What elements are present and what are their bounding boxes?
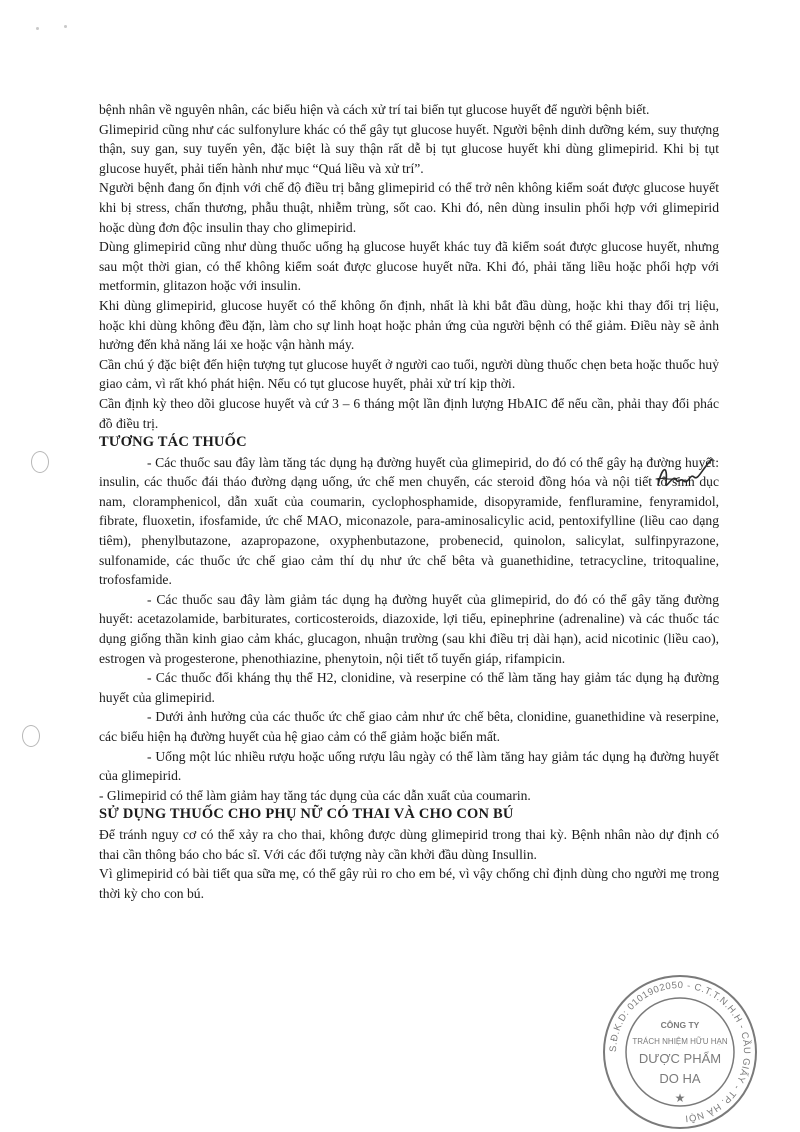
handwritten-signature <box>650 455 720 500</box>
paragraph: Cần chú ý đặc biệt đến hiện tượng tụt glucose huyết ở người cao tuổi, người dùng thuốc chẹn beta hoặc thuốc huỷ giao cảm, vì rất khó phát hiện. Nếu có tụt glucose huyết, phải xử trí kịp thời. <box>99 356 719 392</box>
paragraph: bệnh nhân về nguyên nhân, các biểu hiện và cách xử trí tai biến tụt glucose huyết để người bệnh biết. <box>99 102 650 117</box>
paragraph: Khi dùng glimepirid, glucose huyết có thể không ổn định, nhất là khi bắt đầu dùng, hoặc khi thay đổi trị liệu, hoặc khi dùng không đều đặn, làm cho sự linh hoạt hoặc phản ứng của người bệnh có thể giảm. Điều này sẽ ảnh hưởng đến khả năng lái xe hoặc vận hành máy. <box>99 297 719 353</box>
scan-speck <box>64 25 67 28</box>
stamp-star-icon: ★ <box>674 1091 686 1105</box>
paragraph: Vì glimepirid có bài tiết qua sữa mẹ, có thể gây rủi ro cho em bé, vì vậy chống chỉ định dùng cho người mẹ trong thời kỳ cho con bú. <box>99 866 719 901</box>
paragraph: Cần định kỳ theo dõi glucose huyết và cứ 3 – 6 tháng một lần định lượng HbAIC để nếu cần, phải thay đổi phác đồ điều trị. <box>99 395 719 431</box>
interaction-item: - Các thuốc đối kháng thụ thể H2, clonidine, và reserpine có thể làm tăng hay giảm tác dụng hạ đường huyết của glimepirid. <box>99 670 719 705</box>
punch-hole <box>22 725 40 747</box>
interaction-item: - Các thuốc sau đây làm giảm tác dụng hạ đường huyết của glimepirid, do đó có thể gây tăng đường huyết: acetazolamide, barbiturates, corticosteroids, diazoxide, lợi tiểu, epinephrine (adrenaline) và các thuốc tác dụng giống thần kinh giao cảm khác, glucagon, nhuận trường (sau khi điều trị dài hạn), acid nicotinic (liều cao), estrogen và progesterone, phenothiazine, phenytoin, nội tiết tố tuyến giáp, rifampicin. <box>99 591 719 666</box>
stamp-line: DO HA <box>659 1071 701 1086</box>
paragraph: Dùng glimepirid cũng như dùng thuốc uống hạ glucose huyết khác tuy đã kiểm soát được glucose huyết, nhưng sau một thời gian, có thể không kiểm soát được glucose huyết nữa. Khi đó, phải tăng liều hoặc phối hợp với metformin, glitazon hoặc với insulin. <box>99 239 719 294</box>
stamp-line: DƯỢC PHẨM <box>638 1051 722 1066</box>
stamp-line: CÔNG TY <box>660 1020 700 1030</box>
punch-hole <box>31 451 49 473</box>
company-stamp <box>600 972 760 1132</box>
paragraph: Người bệnh đang ổn định với chế độ điều trị bằng glimepirid có thể trở nên không kiểm soát được glucose huyết khi bị stress, chấn thương, phẫu thuật, nhiễm trùng, sốt cao. Khi đó, nên dùng insulin phối hợp với glimepirid hoặc dùng đơn độc insulin thay cho glimepirid. <box>99 180 719 235</box>
stamp-line: TRÁCH NHIỆM HỮU HẠN <box>632 1037 728 1046</box>
scan-speck <box>36 27 39 30</box>
section-heading-interactions: TƯƠNG TÁC THUỐC <box>99 434 247 451</box>
section-heading-pregnancy: SỬ DỤNG THUỐC CHO PHỤ NỮ CÓ THAI VÀ CHO CON BÚ <box>99 806 514 823</box>
interaction-item: - Uống một lúc nhiều rượu hoặc uống rượu lâu ngày có thể làm tăng hay giảm tác dụng hạ đường huyết của glimepirid. <box>99 748 719 784</box>
interaction-item: - Dưới ảnh hưởng của các thuốc ức chế giao cảm như ức chế bêta, clonidine, guanethidine và reserpine, các biểu hiện hạ đường huyết của hệ giao cảm có thể giảm hoặc biến mất. <box>99 709 719 744</box>
paragraph: Để tránh nguy cơ có thể xảy ra cho thai, không được dùng glimepirid trong thai kỳ. Bệnh nhân nào dự định có thai cần thông báo cho bác sĩ. Với các đối tượng này cần khởi đầu dùng Insullin. <box>99 826 719 862</box>
stamp-ring-text: S.Đ.K.D: 0101902050 - C.T.T.N.H.H - CẦU GIẤY - TP. HÀ NỘI <box>607 979 753 1124</box>
interaction-item: - Glimepirid có thể làm giảm hay tăng tác dụng của các dẫn xuất của coumarin. <box>99 787 531 803</box>
interaction-item: - Các thuốc sau đây làm tăng tác dụng hạ đường huyết của glimepirid, do đó có thể gây hạ đường huyết: insulin, các thuốc đái tháo đường dạng uống, ức chế men chuyển, các steroid đồng hóa và nội tiết tố sinh dục nam, cloramphenicol, dẫn xuất của coumarin, cyclophosphamide, disopyramide, fenfluramine, fenyramidol, fibrate, fluoxetin, ifosfamide, ức chế MAO, miconazole, para-aminosalicylic acid, pentoxifylline (liều cao dạng tiêm), phenylbutazone, azapropazone, oxyphenbutazone, probenecid, quinolon, salicylat, sulfinpyrazone, sulfonamide, các thuốc ức chế giao cảm thí dụ như ức chế bêta và guanethidine, tetracycline, tritoqualine, trofosfamide. <box>99 454 719 588</box>
document-body <box>99 100 719 903</box>
paragraph: Glimepirid cũng như các sulfonylure khác có thể gây tụt glucose huyết. Người bệnh dinh dưỡng kém, suy thượng thận, suy gan, suy tuyến yên, đặc biệt là suy thận rất dễ bị tụt glucose huyết khi dùng glimepirid. Khi bị tụt glucose huyết, phải tiến hành như mục “Quá liều và xử trí”. <box>99 121 719 176</box>
